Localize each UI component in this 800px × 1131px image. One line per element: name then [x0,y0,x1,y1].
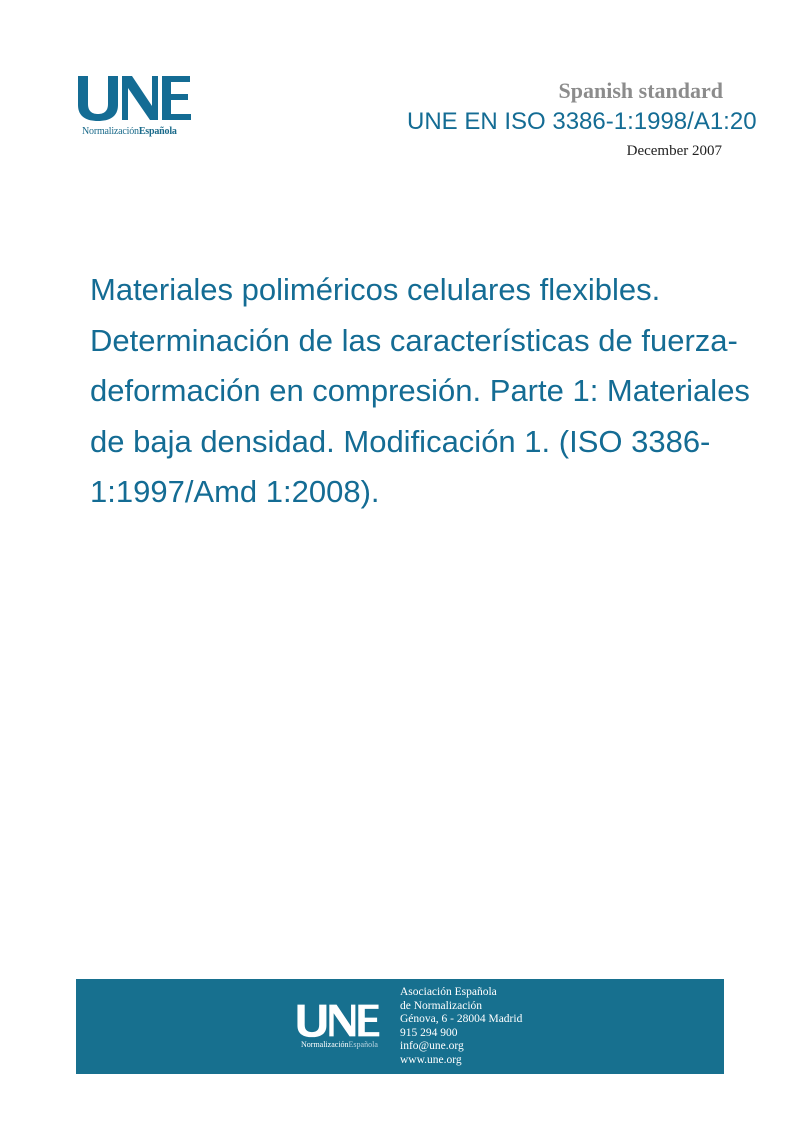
org-email[interactable]: info@une.org [400,1040,464,1053]
footer-band [76,979,724,1074]
footer-logo [296,1003,386,1053]
une-logo-white-icon [296,1003,380,1038]
footer-tagline-part2: Española [348,1040,378,1049]
standard-code: UNE EN ISO 3386-1:1998/A1:20 [407,108,757,135]
logo-tagline [82,126,177,137]
org-name-line1: Asociación Española [400,986,497,998]
footer-logo-tagline [301,1040,378,1049]
org-address: Génova, 6 - 28004 Madrid [400,1013,523,1026]
document-title: Materiales poliméricos celulares flexibles. Determinación de las características de fuerza-deformación en compresión. Parte 1: Materiales de baja densidad. Modificación 1. (ISO 3386-1:1997/Amd 1:2008). [90,272,750,509]
standard-label: Spanish standard [558,78,723,103]
footer-tagline-part1: Normalización [301,1040,349,1049]
une-logo [76,74,196,144]
org-name-line2: de Normalización [400,999,483,1012]
logo-tagline-part2: Española [138,126,177,137]
une-logo-icon [76,74,192,122]
org-phone: 915 294 900 [400,1026,458,1039]
org-website[interactable]: www.une.org [400,1053,462,1066]
logo-tagline-part1: Normalización [82,126,139,137]
contact-block [400,986,522,1068]
standard-date: December 2007 [626,143,722,159]
